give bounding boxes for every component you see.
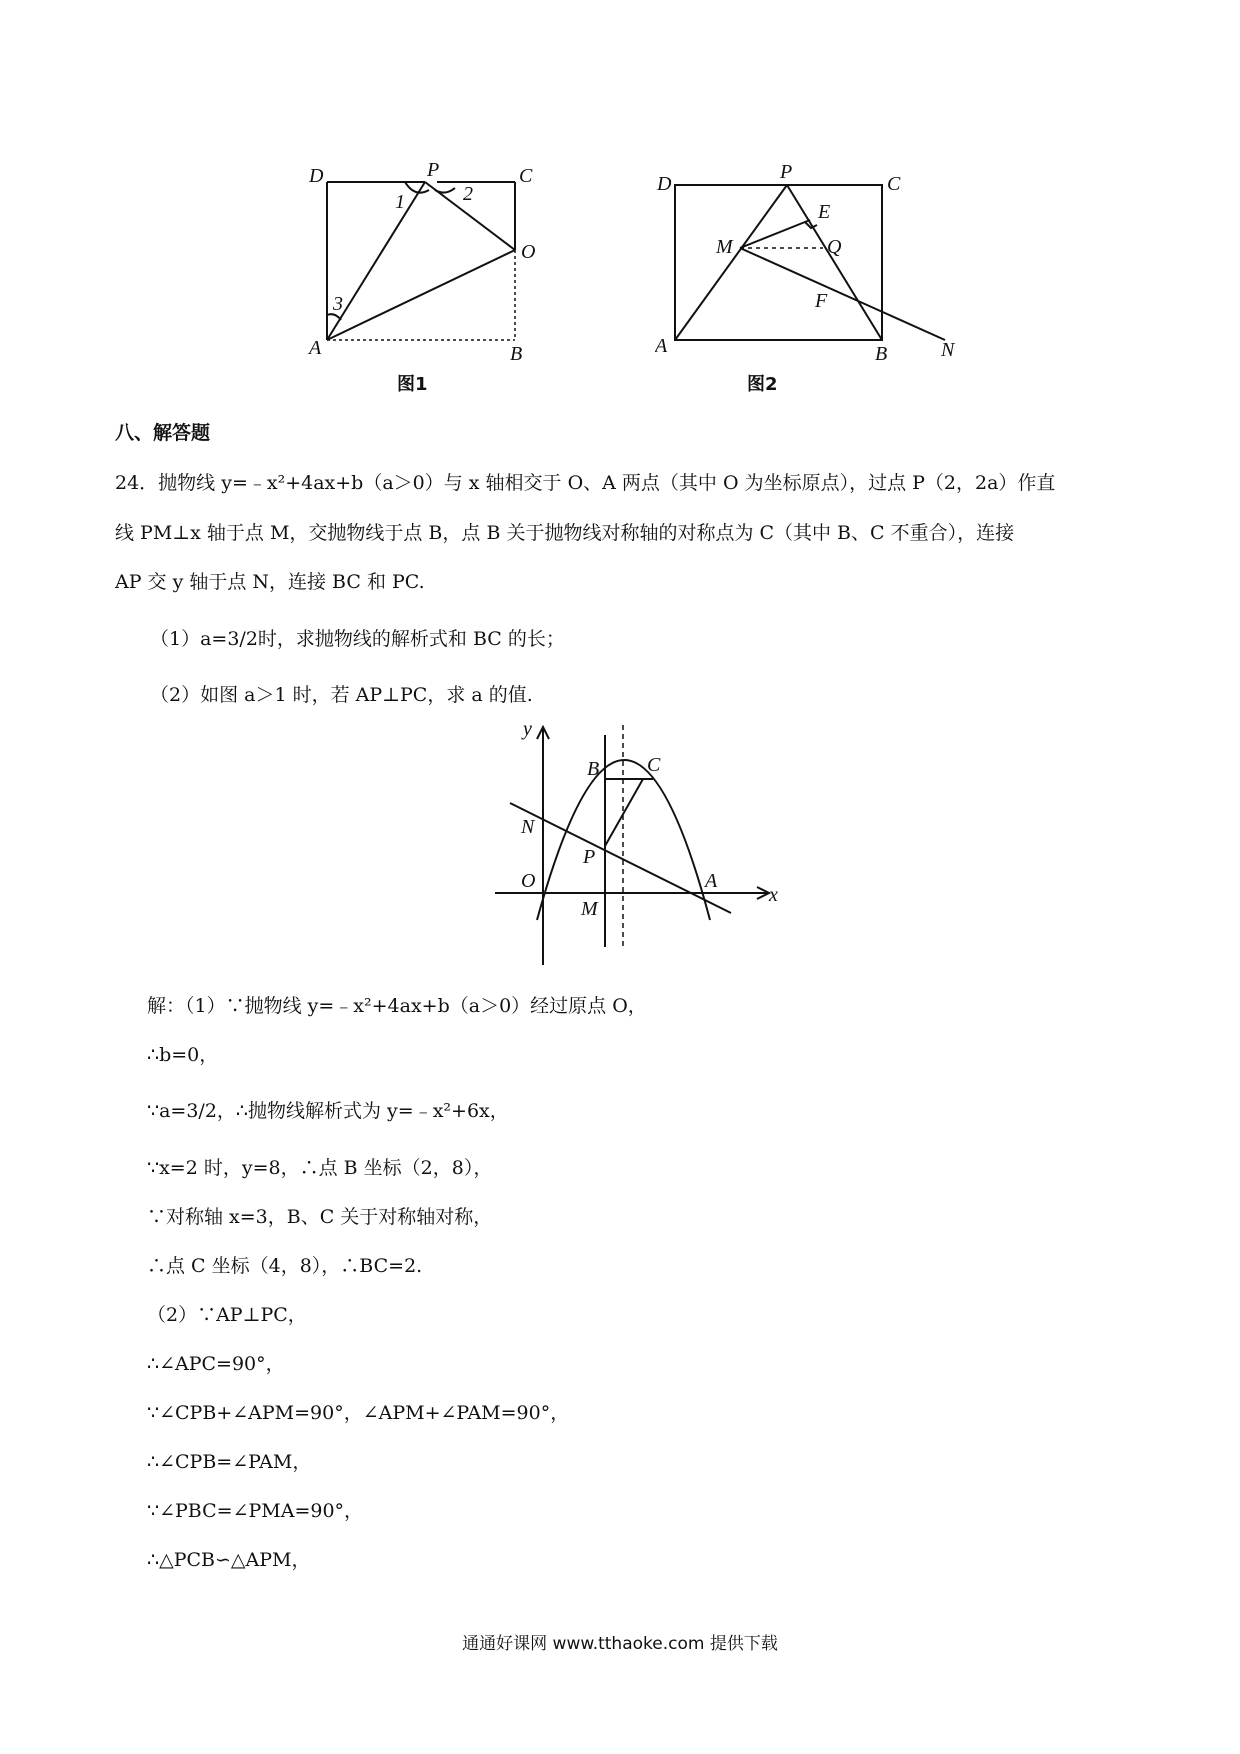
fig3-axis-x: x	[769, 884, 778, 906]
fig3-label-m: M	[581, 898, 598, 920]
fig1-label-c: C	[519, 165, 533, 187]
fig3-label-b: B	[587, 758, 600, 780]
figure-3	[485, 715, 785, 975]
figure-3-drawing	[485, 715, 785, 975]
fig1-label-o: O	[521, 241, 536, 263]
figure-1	[305, 160, 545, 395]
fig2-label-c: C	[887, 173, 901, 195]
solution-line-11: ∵∠PBC=∠PMA=90°，	[147, 1500, 364, 1522]
question-2: （2）如图 a＞1 时，若 AP⊥PC，求 a 的值.	[150, 684, 533, 706]
footer: 通通好课网 www.tthaoke.com 提供下载	[462, 1634, 778, 1654]
fig1-caption: 图1	[397, 374, 428, 395]
fig2-label-f: F	[815, 290, 828, 312]
question-1: （1）a=3/2时，求抛物线的解析式和 BC 的长；	[150, 628, 565, 650]
figure-1-drawing	[305, 160, 545, 395]
fig3-label-n: N	[521, 816, 535, 838]
fig1-angle-1: 1	[395, 191, 405, 213]
solution-line-1: 解：（1）∵抛物线 y=﹣x²+4ax+b（a＞0）经过原点 O，	[147, 995, 647, 1017]
fig2-label-n: N	[941, 339, 955, 361]
fig2-label-e: E	[818, 201, 831, 223]
problem-line-1: 24．抛物线 y=﹣x²+4ax+b（a＞0）与 x 轴相交于 O、A 两点（其中 O 为坐标原点），过点 P（2，2a）作直	[115, 472, 1056, 494]
solution-line-7: （2）∵AP⊥PC，	[147, 1304, 307, 1326]
solution-line-5: ∵对称轴 x=3，B、C 关于对称轴对称，	[147, 1206, 493, 1228]
solution-line-10: ∴∠CPB=∠PAM，	[147, 1451, 312, 1473]
solution-line-12: ∴△PCB∽△APM，	[147, 1549, 311, 1571]
solution-line-9: ∵∠CPB+∠APM=90°，∠APM+∠PAM=90°，	[147, 1402, 570, 1424]
solution-line-2: ∴b=0，	[147, 1044, 219, 1066]
fig2-label-m: M	[716, 236, 733, 258]
fig2-label-a: A	[655, 335, 668, 357]
fig1-label-d: D	[309, 165, 324, 187]
problem-line-2: 线 PM⊥x 轴于点 M，交抛物线于点 B，点 B 关于抛物线对称轴的对称点为 C（其中 B、C 不重合），连接	[115, 522, 1015, 544]
figure-2-drawing	[655, 160, 970, 395]
fig1-angle-3: 3	[333, 293, 343, 315]
fig3-label-c: C	[647, 754, 661, 776]
solution-line-6: ∴点 C 坐标（4，8），∴BC=2.	[147, 1255, 423, 1277]
problem-line-3: AP 交 y 轴于点 N，连接 BC 和 PC.	[115, 571, 425, 593]
fig3-label-o: O	[521, 870, 536, 892]
fig3-label-p: P	[583, 846, 596, 868]
fig1-label-a: A	[309, 337, 322, 359]
fig1-label-p: P	[427, 160, 440, 181]
solution-line-3: ∵a=3/2，∴抛物线解析式为 y=﹣x²+6x，	[147, 1100, 509, 1122]
fig2-label-b: B	[875, 343, 888, 365]
fig3-axis-y: y	[523, 718, 532, 740]
fig1-angle-2: 2	[463, 183, 473, 205]
solution-line-4: ∵x=2 时，y=8，∴点 B 坐标（2，8），	[147, 1157, 493, 1179]
fig3-label-a: A	[705, 870, 718, 892]
section-title: 八、解答题	[115, 422, 211, 444]
fig1-label-b: B	[510, 343, 523, 365]
solution-line-8: ∴∠APC=90°，	[147, 1353, 285, 1375]
fig2-label-d: D	[657, 173, 672, 195]
fig2-label-q: Q	[827, 236, 842, 258]
fig2-caption: 图2	[747, 374, 778, 395]
fig2-label-p: P	[780, 161, 793, 183]
figure-2	[655, 160, 970, 395]
